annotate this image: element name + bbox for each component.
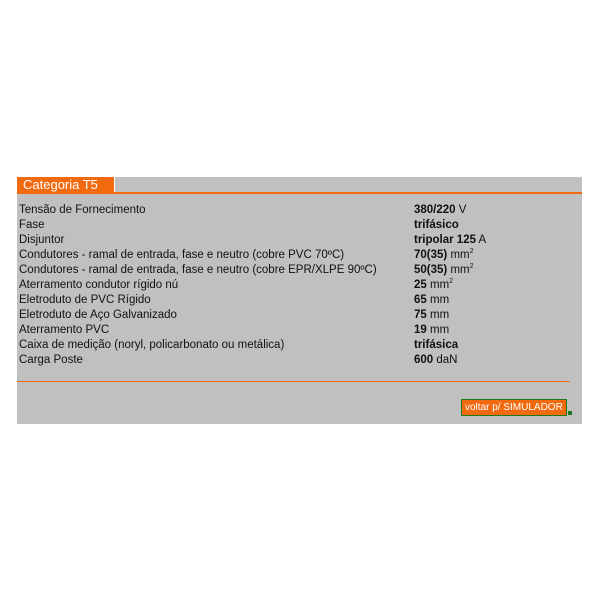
spec-row [19, 263, 579, 278]
spec-label: Caixa de medição (noryl, policarbonato ou metálica) [19, 339, 285, 351]
spec-label: Condutores - ramal de entrada, fase e neutro (cobre PVC 70ºC) [19, 249, 345, 261]
spec-value: 19 mm [414, 324, 450, 336]
spec-label: Tensão de Fornecimento [19, 204, 146, 216]
spec-label: Eletroduto de PVC Rígido [19, 294, 151, 306]
spec-table [19, 203, 579, 368]
spec-label: Eletroduto de Aço Galvanizado [19, 309, 177, 321]
spec-label: Carga Poste [19, 354, 83, 366]
button-corner-marker [568, 411, 572, 415]
spec-value: 25 $mm^2$ [414, 278, 454, 291]
spec-label: Aterramento PVC [19, 324, 110, 336]
spec-row [19, 353, 579, 368]
spec-value: 75 mm [414, 309, 450, 321]
category-tab: Categoria T5 [17, 177, 115, 193]
spec-value: 600 daN [414, 354, 458, 366]
spec-value: trifásico [414, 219, 459, 231]
spec-value: 70(35) $mm^2$ [414, 248, 474, 261]
spec-value: trifásica [414, 339, 459, 351]
spec-value: 65 mm [414, 294, 450, 306]
spec-row [19, 218, 579, 233]
spec-value: 380/220 V [414, 204, 467, 216]
spec-row [19, 293, 579, 308]
spec-row [19, 308, 579, 323]
spec-row [19, 323, 579, 338]
spec-row [19, 248, 579, 263]
back-to-simulator-button[interactable]: voltar p/ SIMULADOR [461, 399, 567, 416]
spec-row [19, 203, 579, 218]
spec-value: 50(35) $mm^2$ [414, 263, 474, 276]
spec-label: Fase [19, 219, 45, 231]
spec-row [19, 338, 579, 353]
spec-row [19, 278, 579, 293]
spec-label: Disjuntor [19, 234, 65, 246]
spec-value: tripolar 125 A [414, 234, 487, 246]
header-divider [17, 192, 582, 194]
footer-divider [17, 381, 570, 382]
spec-label: Condutores - ramal de entrada, fase e neutro (cobre EPR/XLPE 90ºC) [19, 264, 377, 276]
spec-row [19, 233, 579, 248]
spec-label: Aterramento condutor rígido nú [19, 279, 179, 291]
